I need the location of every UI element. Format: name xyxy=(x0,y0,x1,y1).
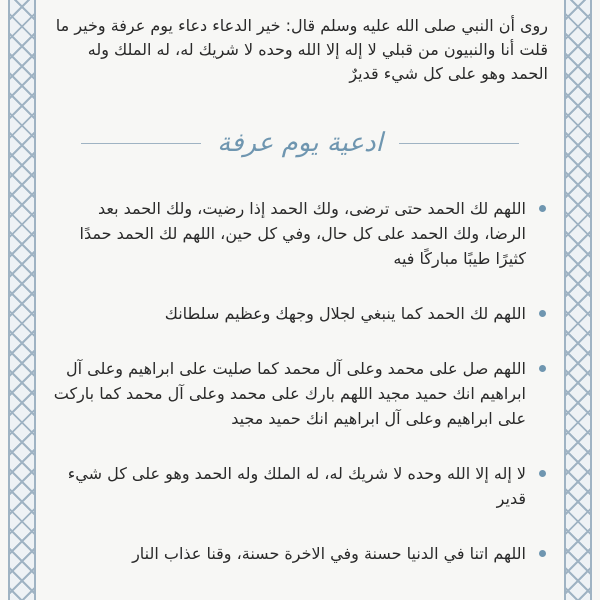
dua-text: لا إله إلا الله وحده لا شريك له، له الملك وله الحمد وهو على كل شيء قدير xyxy=(67,464,526,508)
bullet-icon xyxy=(539,550,546,557)
dua-item xyxy=(52,461,548,511)
dua-text: اللهم صل على محمد وعلى آل محمد كما صليت على ابراهيم وعلى آل ابراهيم انك حميد مجيد اللهم بارك على محمد وعلى آل محمد كما باركت على ابراهيم وعلى آل ابراهيم انك حميد مجيد xyxy=(53,359,526,428)
intro-text: روى أن النبي صلى الله عليه وسلم قال: خير الدعاء دعاء يوم عرفة وخير ما قلت أنا والنبيون من قبلي لا إله إلا الله وحده لا شريك له، له الملك وله الحمد وهو على كل شيء قديرٌ xyxy=(55,16,548,83)
bullet-icon xyxy=(539,205,546,212)
dua-text: اللهم لك الحمد كما ينبغي لجلال وجهك وعظيم سلطانك xyxy=(164,304,526,323)
dua-item xyxy=(52,301,548,326)
title-rule-right xyxy=(399,143,519,144)
page-title: ادعية يوم عرفة xyxy=(217,128,383,158)
dua-text: اللهم لك الحمد حتى ترضى، ولك الحمد إذا رضيت، ولك الحمد بعد الرضا، ولك الحمد على كل حال، وفي كل حين، اللهم لك الحمد حمدًا كثيرًا طيبًا مباركًا فيه xyxy=(79,199,526,268)
title-rule-left xyxy=(81,143,201,144)
title-row xyxy=(52,128,548,158)
decorative-border-left xyxy=(8,0,36,600)
dua-item xyxy=(52,356,548,431)
dua-item xyxy=(52,196,548,271)
bullet-icon xyxy=(539,310,546,317)
bullet-icon xyxy=(539,470,546,477)
dua-item xyxy=(52,541,548,566)
decorative-border-right xyxy=(564,0,592,600)
dua-list xyxy=(52,196,548,566)
bullet-icon xyxy=(539,365,546,372)
page-content xyxy=(52,0,548,600)
dua-text: اللهم اتنا في الدنيا حسنة وفي الاخرة حسنة، وقنا عذاب النار xyxy=(132,544,526,563)
